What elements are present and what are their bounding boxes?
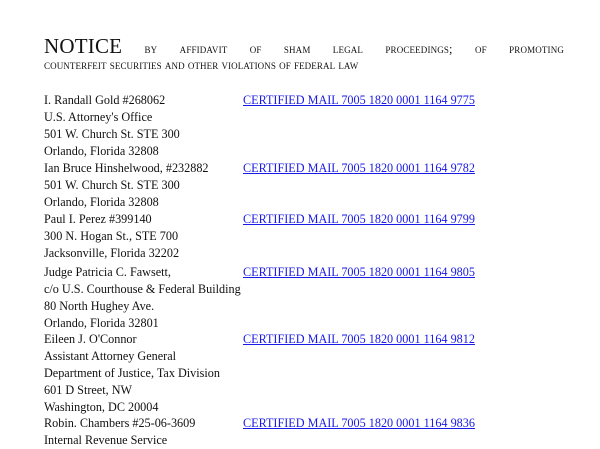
recipient-entry xyxy=(44,264,584,332)
address-line: 80 North Hughey Ave. xyxy=(44,299,155,313)
address-line: Internal Revenue Service xyxy=(44,433,168,447)
heading-line-2: counterfeit securities and other violations of federal law xyxy=(44,58,359,72)
address-line: Orlando, Florida 32801 xyxy=(44,316,159,330)
address-line: Washington, DC 20004 xyxy=(44,400,159,414)
recipient-entry xyxy=(44,415,584,449)
address-line: c/o U.S. Courthouse & Federal Building xyxy=(44,282,241,296)
recipient-entry xyxy=(44,331,584,416)
address-line: Assistant Attorney General xyxy=(44,349,177,363)
recipient-entry xyxy=(44,92,584,160)
recipient-entry xyxy=(44,211,584,262)
address-line: Orlando, Florida 32808 xyxy=(44,144,159,158)
heading-line-1: by affidavit of sham legal proceedings; of promoting xyxy=(144,42,564,56)
certified-mail-link[interactable]: CERTIFIED MAIL 7005 1820 0001 1164 9812 xyxy=(243,332,475,346)
address-line: 300 N. Hogan St., STE 700 xyxy=(44,229,179,243)
address-line: Orlando, Florida 32808 xyxy=(44,195,159,209)
recipient-name: Judge Patricia C. Fawsett, xyxy=(44,265,171,279)
notice-heading: NOTICE xyxy=(44,34,123,58)
recipient-name: Eileen J. O'Connor xyxy=(44,332,137,346)
certified-mail-link[interactable]: CERTIFIED MAIL 7005 1820 0001 1164 9805 xyxy=(243,265,475,279)
recipient-name: I. Randall Gold #268062 xyxy=(44,93,166,107)
address-line: Department of Justice, Tax Division xyxy=(44,366,220,380)
address-line: 501 W. Church St. STE 300 xyxy=(44,127,180,141)
recipient-name: Robin. Chambers #25-06-3609 xyxy=(44,416,196,430)
address-line: 501 W. Church St. STE 300 xyxy=(44,178,180,192)
address-line: 601 D Street, NW xyxy=(44,383,133,397)
address-line: Jacksonville, Florida 32202 xyxy=(44,246,180,260)
certified-mail-link[interactable]: CERTIFIED MAIL 7005 1820 0001 1164 9799 xyxy=(243,212,475,226)
recipient-name: Paul I. Perez #399140 xyxy=(44,212,152,226)
address-line: U.S. Attorney's Office xyxy=(44,110,153,124)
certified-mail-link[interactable]: CERTIFIED MAIL 7005 1820 0001 1164 9782 xyxy=(243,161,475,175)
certified-mail-link[interactable]: CERTIFIED MAIL 7005 1820 0001 1164 9775 xyxy=(243,93,475,107)
certified-mail-link[interactable]: CERTIFIED MAIL 7005 1820 0001 1164 9836 xyxy=(243,416,475,430)
document-title xyxy=(44,34,564,74)
recipient-entry xyxy=(44,160,584,211)
recipient-name: Ian Bruce Hinshelwood, #232882 xyxy=(44,161,209,175)
